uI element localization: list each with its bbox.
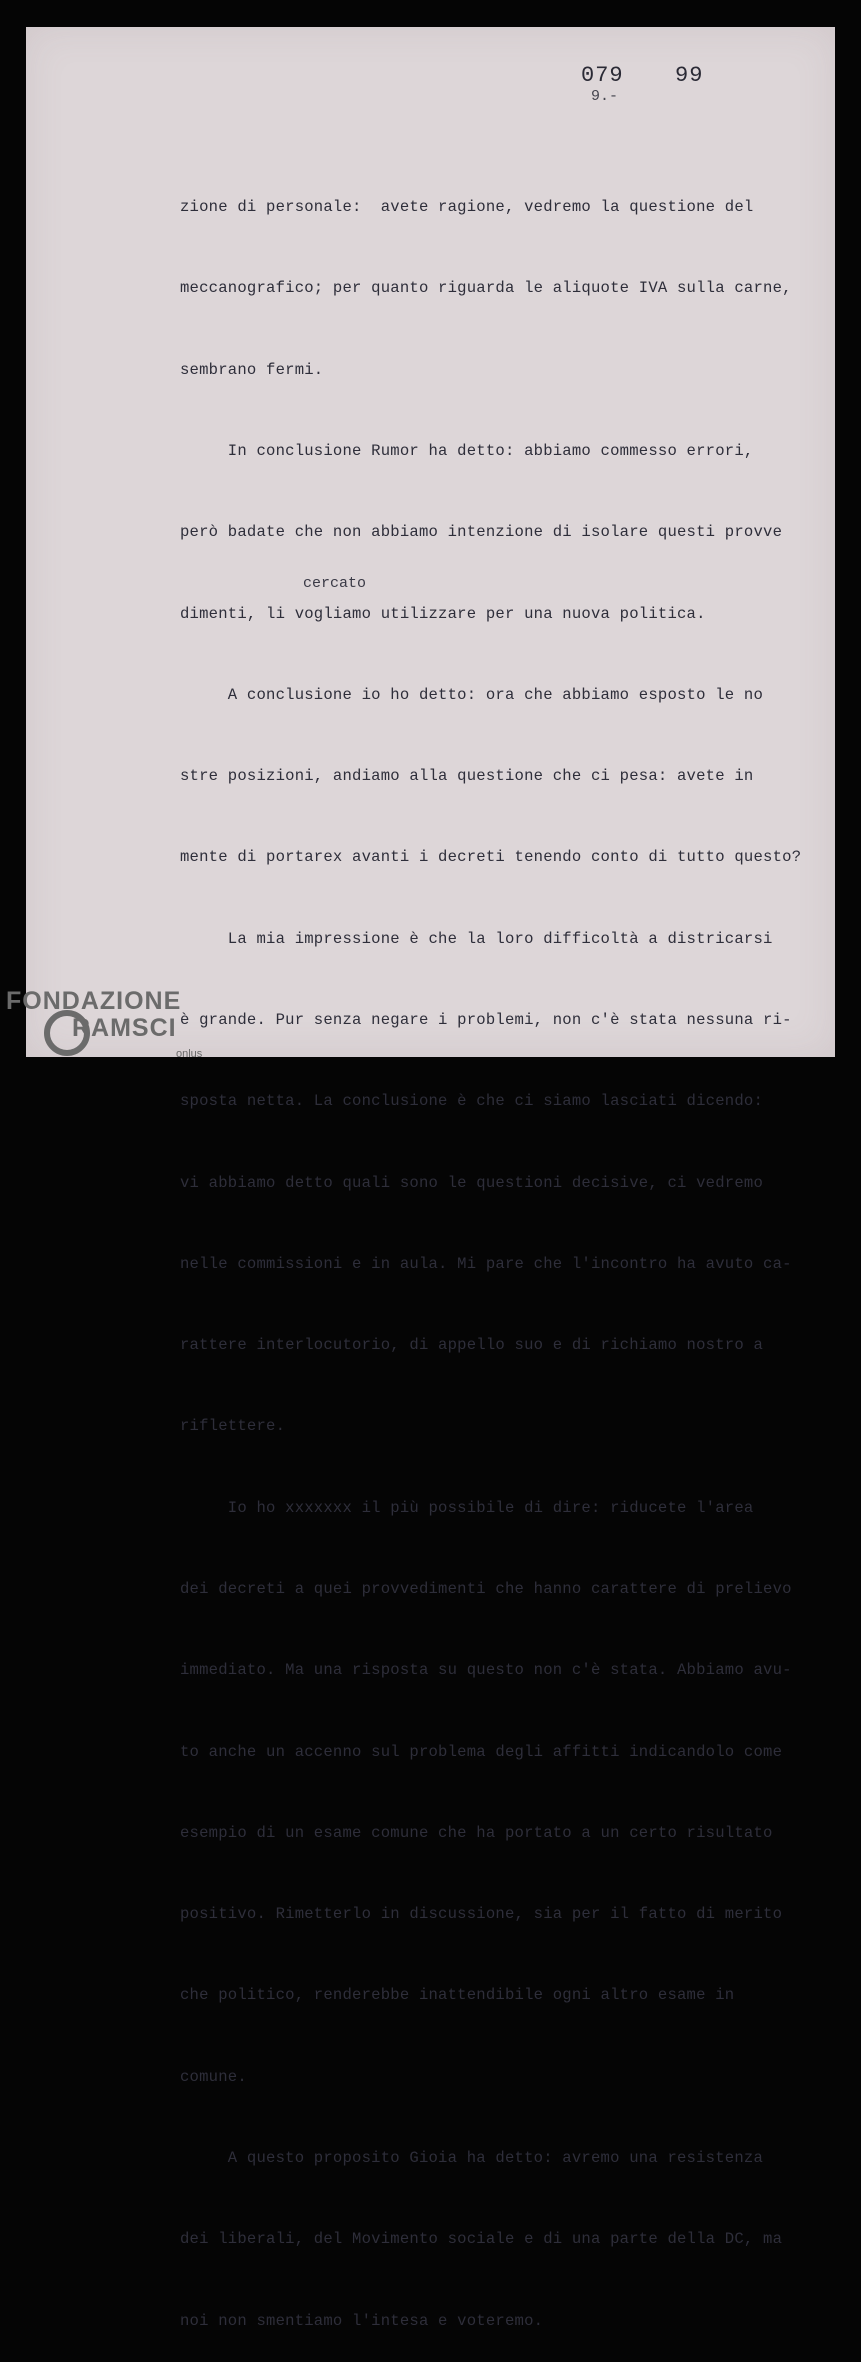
sub-number: 9.- — [591, 88, 619, 105]
fondazione-gramsci-logo — [6, 987, 203, 1060]
text-line: In conclusione Rumor ha detto: abbiamo commesso errori, — [180, 442, 754, 461]
text-line: A conclusione io ho detto: ora che abbiamo esposto le no — [180, 685, 764, 704]
text-line: nelle commissioni e in aula. Mi pare che l'incontro ha avuto ca- — [180, 1254, 792, 1273]
text-line: dimenti, li vogliamo utilizzare per una nuova politica. — [180, 604, 706, 623]
text-line: mente di portarex avanti i decreti tenendo conto di tutto questo? — [180, 848, 802, 867]
text-line: rattere interlocutorio, di appello suo e di richiamo nostro a — [180, 1336, 764, 1355]
text-line: che politico, renderebbe inattendibile ogni altro esame in — [180, 1986, 735, 2005]
text-line: zione di personale: avete ragione, vedremo la questione del — [180, 198, 754, 217]
text-line: comune. — [180, 2067, 247, 2086]
text-line: A questo proposito Gioia ha detto: avremo una resistenza — [180, 2148, 764, 2167]
text-line: positivo. Rimetterlo in discussione, sia per il fatto di merito — [180, 1905, 783, 1924]
logo-g-circle-icon — [44, 1010, 90, 1056]
logo-line-2: RAMSCI — [72, 1014, 177, 1042]
page-number: 99 — [675, 63, 704, 88]
text-line: vi abbiamo detto quali sono le questioni decisive, ci vedremo — [180, 1173, 764, 1192]
text-line: dei liberali, del Movimento sociale e di una parte della DC, ma — [180, 2230, 783, 2249]
logo-line-1: FONDAZIONE — [6, 987, 182, 1015]
text-line: riflettere. — [180, 1417, 286, 1436]
text-line: è grande. Pur senza negare i problemi, non c'è stata nessuna ri- — [180, 1011, 792, 1029]
text-line: noi non smentiamo l'intesa e voteremo. — [180, 2311, 544, 2330]
text-line: to anche un accenno sul problema degli affitti indicandolo come — [180, 1742, 783, 1761]
text-line: Io ho xxxxxxx il più possibile di dire: riducete l'area — [180, 1498, 754, 1517]
text-line: sposta netta. La conclusione è che ci siamo lasciati dicendo: — [180, 1092, 764, 1111]
text-line: dei decreti a quei provvedimenti che hanno carattere di prelievo — [180, 1579, 792, 1598]
text-line: La mia impressione è che la loro difficoltà a districarsi — [180, 929, 773, 948]
text-line: immediato. Ma una risposta su questo non c'è stata. Abbiamo avu- — [180, 1661, 792, 1680]
text-line: meccanografico; per quanto riguarda le aliquote IVA sulla carne, — [180, 279, 792, 298]
handwritten-insertion: cercato — [303, 575, 367, 592]
text-line: sembrano fermi. — [180, 360, 324, 379]
text-line: esempio di un esame comune che ha portato a un certo risultato — [180, 1823, 773, 1842]
text-line: stre posizioni, andiamo alla questione che ci pesa: avete in — [180, 767, 754, 786]
typed-text-body — [180, 140, 801, 2362]
archive-number: 079 — [581, 63, 624, 88]
logo-suffix: onlus — [176, 1048, 203, 1060]
text-line: però badate che non abbiamo intenzione di isolare questi provve — [180, 523, 783, 542]
